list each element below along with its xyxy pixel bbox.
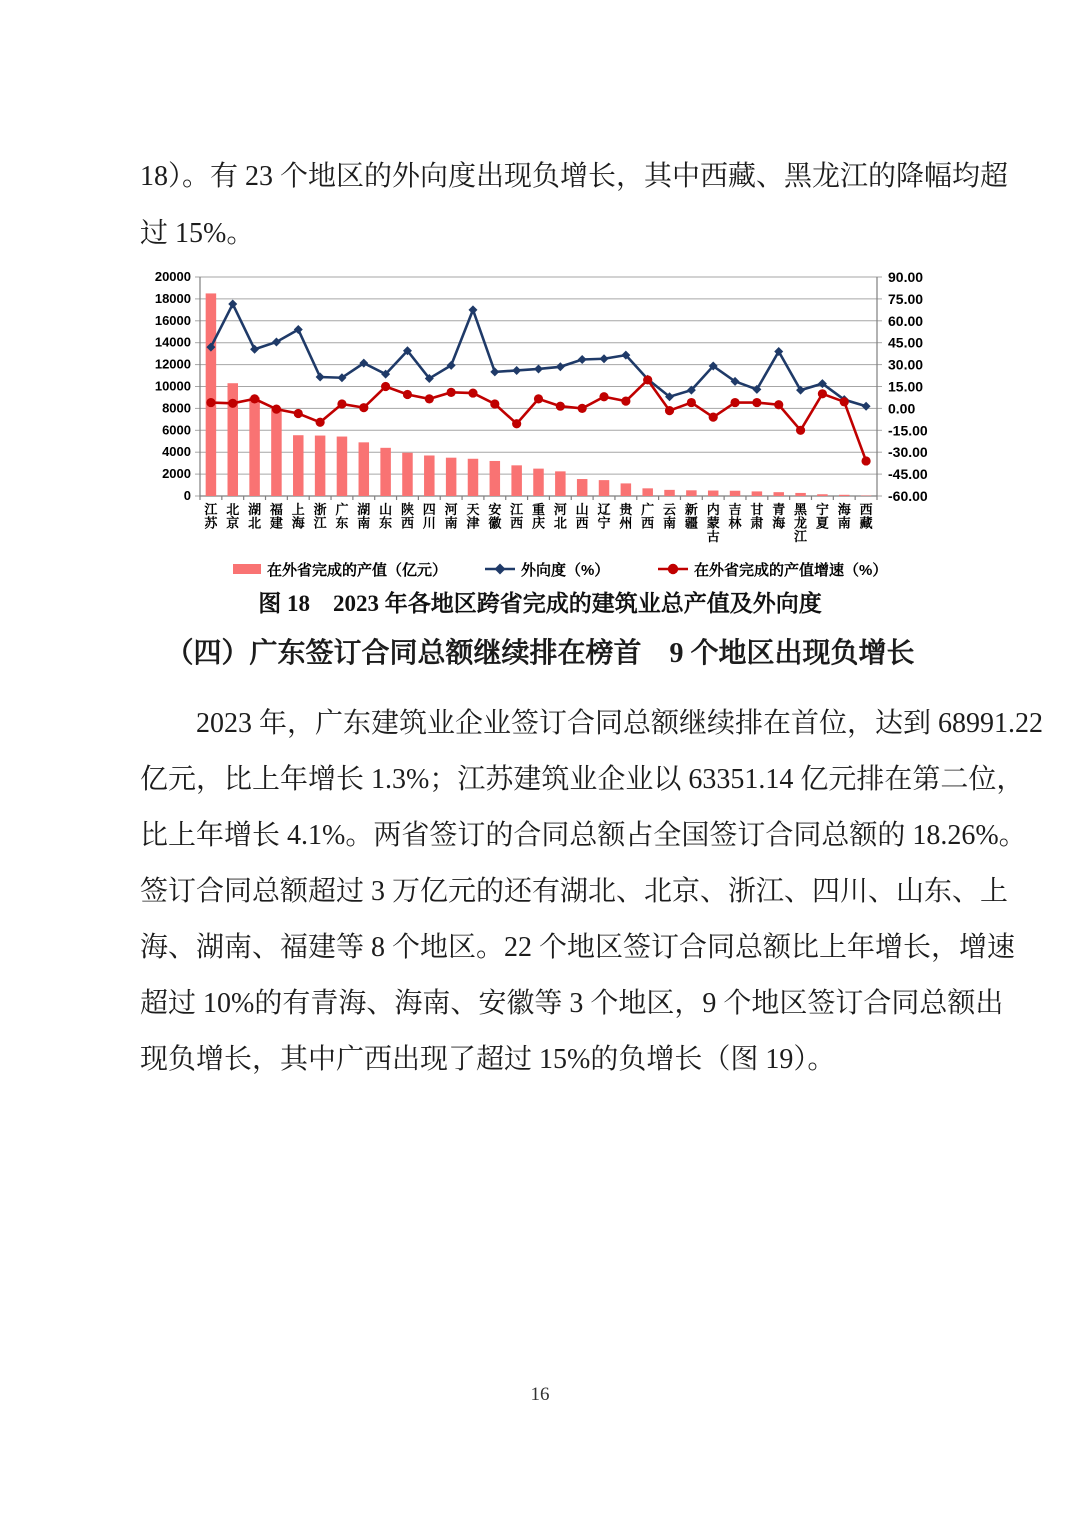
x-axis-label-上海: 上海 [291,502,305,531]
paragraph-line: 2023 年，广东建筑业企业签订合同总额继续排在首位，达到 68991.22 [196,708,1044,739]
x-axis-label-宁夏: 宁夏 [815,502,829,531]
x-axis-label-云南: 云南 [663,502,677,531]
x-axis-label-福建: 福建 [269,502,283,531]
line-series-zengsu-path [211,380,866,461]
bar-云南 [664,490,675,496]
left-axis-tick-label: 0 [183,488,191,503]
circle-marker-上海 [294,409,303,418]
circle-marker-安徽 [490,399,499,408]
right-axis-tick-label: -30.00 [888,444,928,461]
intro-paragraph [140,148,1009,262]
bar-新疆 [686,490,697,496]
paragraph-line: 超过 10%的有青海、海南、安徽等 3 个地区，9 个地区签订合同总额出 [140,988,1004,1019]
line-series-waixiangdu [206,300,870,411]
bar-天津 [468,459,479,496]
section-heading: （四）广东签订合同总额继续排在榜首 9 个地区出现负增长 [165,638,915,669]
circle-marker-浙江 [316,418,325,427]
bar-浙江 [315,436,326,496]
chart-legend [233,561,887,579]
left-axis-labels [155,269,191,503]
circle-marker-四川 [425,394,434,403]
circle-marker-河南 [447,388,456,397]
x-axis-label-海南: 海南 [837,502,851,531]
left-axis-tick-label: 8000 [162,400,191,416]
x-axis-label-江西: 江西 [510,502,524,531]
figure-18 [130,260,950,595]
left-axis-tick-label: 12000 [154,356,191,372]
bar-四川 [424,455,435,496]
right-axis-tick-label: -15.00 [888,422,928,439]
circle-marker-辽宁 [599,392,608,401]
right-axis-tick-label: 0.00 [888,400,916,417]
legend-circle-icon [668,564,678,574]
diamond-marker-天津 [468,305,477,314]
x-axis-label-山东: 山东 [379,502,393,531]
x-axis-label-北京: 北京 [226,502,240,531]
left-axis-tick-label: 6000 [162,422,191,438]
right-axis-labels [888,269,928,504]
circle-marker-新疆 [687,398,696,407]
right-axis-tick-label: 30.00 [888,356,924,373]
x-axis-label-贵州: 贵州 [619,502,633,531]
paragraph-line: 现负增长，其中广西出现了超过 15%的负增长（图 19）。 [140,1044,836,1075]
x-axis-label-青海: 青海 [772,502,786,531]
bar-辽宁 [599,480,610,496]
circle-marker-宁夏 [818,389,827,398]
bar-山西 [577,479,588,496]
left-axis-tick-label: 16000 [154,312,191,328]
bar-湖南 [359,442,370,496]
circle-marker-江西 [512,419,521,428]
diamond-marker-山西 [578,355,587,364]
diamond-marker-安徽 [490,367,499,376]
circle-marker-湖北 [250,394,259,403]
x-axis-label-湖南: 湖南 [357,502,371,531]
x-axis-label-天津: 天津 [466,502,480,531]
bar-江西 [511,465,521,496]
circle-marker-陕西 [403,390,412,399]
diamond-marker-浙江 [316,373,325,382]
left-axis-tick-label: 14000 [154,334,191,350]
left-axis-tick-label: 4000 [162,444,191,460]
bar-青海 [773,492,784,496]
diamond-marker-西藏 [862,402,871,411]
bar-陕西 [402,453,413,496]
bar-福建 [271,408,282,496]
bar-黑龙江 [795,493,806,496]
bar-山东 [380,448,391,496]
legend-label-chanzhi: 在外省完成的产值（亿元） [267,562,448,579]
right-axis-tick-label: 90.00 [888,269,924,285]
x-axis-label-吉林: 吉林 [728,502,742,531]
circle-marker-山西 [578,404,587,413]
x-axis-label-西藏: 西藏 [859,502,873,531]
circle-marker-山东 [381,382,390,391]
x-axis-label-辽宁: 辽宁 [597,502,611,531]
circle-marker-天津 [468,388,477,397]
x-axis-label-广东: 广东 [335,502,349,531]
x-axis-label-陕西: 陕西 [400,502,414,531]
circle-marker-内蒙古 [709,413,718,422]
circle-marker-福建 [272,405,281,414]
circle-marker-青海 [774,400,783,409]
bar-广西 [642,488,653,496]
circle-marker-西藏 [861,456,870,465]
paragraph-line: 海、湖南、福建等 8 个地区。22 个地区签订合同总额比上年增长，增速 [140,932,1016,963]
diamond-marker-湖北 [250,345,259,354]
figure-18-chart [130,260,950,595]
bar-海南 [839,495,850,496]
x-axis-label-河北: 河北 [553,502,567,531]
x-axis-label-江苏: 江苏 [204,502,218,531]
bar-内蒙古 [708,491,719,496]
circle-marker-湖南 [359,403,368,412]
paragraph-line: 亿元，比上年增长 1.3%；江苏建筑业企业以 63351.14 亿元排在第二位， [140,764,1025,795]
x-axis-label-广西: 广西 [641,502,655,531]
bar-贵州 [621,483,632,496]
circle-marker-海南 [840,397,849,406]
x-axis-label-内蒙古: 内蒙古 [706,502,720,544]
paragraph-line: 比上年增长 4.1%。两省签订的合同总额占全国签订合同总额的 18.26%。 [140,820,1027,851]
diamond-marker-河北 [556,362,565,371]
x-axis-label-山西: 山西 [575,502,589,531]
left-axis-tick-label: 2000 [162,466,191,482]
bar-广东 [337,437,348,496]
intro-line: 过 15%。 [140,218,255,249]
x-axis-label-河南: 河南 [444,502,458,531]
right-axis-tick-label: -60.00 [888,488,928,504]
right-axis-tick-label: 60.00 [888,312,924,329]
circle-marker-广西 [643,375,652,384]
circle-marker-河北 [556,402,565,411]
page-number: 16 [530,1384,550,1405]
x-axis-label-四川: 四川 [422,502,436,531]
x-axis-label-浙江: 浙江 [313,502,327,531]
circle-marker-重庆 [534,394,543,403]
bar-宁夏 [817,494,828,496]
left-axis-tick-label: 10000 [154,378,191,394]
diamond-marker-北京 [228,300,237,309]
bar-江苏 [206,293,217,496]
x-axis-labels [203,502,872,544]
circle-marker-吉林 [730,398,739,407]
x-axis-label-湖北: 湖北 [248,502,262,531]
x-axis-label-重庆: 重庆 [531,502,546,531]
bar-重庆 [533,469,544,496]
body-paragraph [140,696,1044,1088]
legend-bar-swatch [233,564,261,574]
x-axis-label-新疆: 新疆 [684,502,698,531]
bar-安徽 [490,461,501,496]
legend-label-waixiangdu: 外向度（%） [521,562,610,579]
right-axis-tick-label: 75.00 [888,290,924,307]
figure-caption: 图 18 2023 年各地区跨省完成的建筑业总产值及外向度 [258,591,822,616]
diamond-marker-重庆 [534,364,543,373]
intro-line: 18）。有 23 个地区的外向度出现负增长，其中西藏、黑龙江的降幅均超 [140,161,1009,192]
line-series-waixiangdu-path [211,304,866,406]
circle-marker-贵州 [621,397,630,406]
diamond-marker-辽宁 [600,354,609,363]
bar-河南 [446,458,457,496]
x-axis-label-安徽: 安徽 [488,502,502,531]
legend-label-zengsu: 在外省完成的产值增速（%） [694,562,888,579]
circle-marker-云南 [665,406,674,415]
x-axis-label-甘肃: 甘肃 [750,502,764,531]
legend-diamond-icon [495,564,506,575]
bar-吉林 [730,491,741,496]
bar-上海 [293,435,304,496]
left-axis-tick-label: 18000 [154,290,191,306]
diamond-marker-江西 [512,366,521,375]
right-axis-tick-label: 15.00 [888,378,924,395]
right-axis-tick-label: -45.00 [888,466,928,483]
circle-marker-江苏 [206,398,215,407]
circle-marker-广东 [337,399,346,408]
paragraph-line: 签订合同总额超过 3 万亿元的还有湖北、北京、浙江、四川、山东、上 [140,876,1009,907]
circle-marker-黑龙江 [796,426,805,435]
bar-甘肃 [752,491,763,496]
x-axis-label-黑龙江: 黑龙江 [794,502,808,544]
left-axis-tick-label: 20000 [154,269,191,284]
bar-河北 [555,471,566,496]
circle-marker-北京 [228,399,237,408]
right-axis-tick-label: 45.00 [888,334,924,351]
circle-marker-甘肃 [752,398,761,407]
bar-湖北 [249,397,260,496]
